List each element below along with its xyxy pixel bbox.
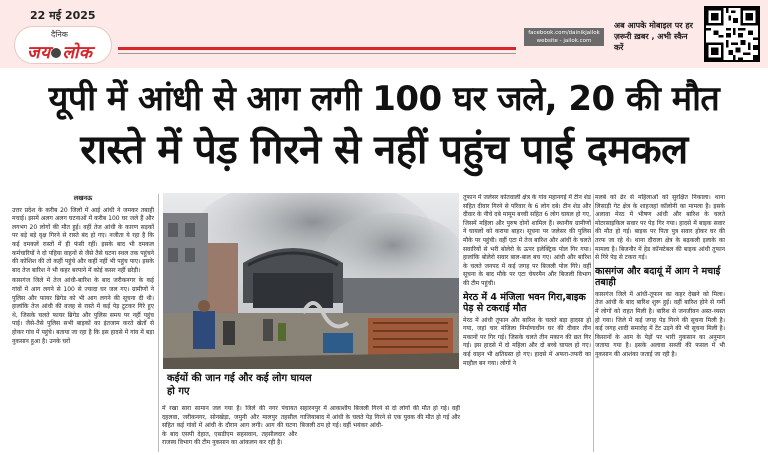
article-column-below-photo-1 (162, 405, 297, 453)
newspaper-logo (14, 26, 112, 64)
social-links-box (524, 28, 604, 46)
section-subhead-kasganj: कासगंज और बदायूं में आग ने मचाई तबाही (595, 265, 721, 288)
article-paragraph: में रखा सारा सामान जल गया है। जिले की नगर पंचायत दहलवा, जरीकनगर, सोनखेड़ा, जमुनी और मालपुर तहसील सहित कई गांवों में आंधी के दौरान आग लगी। आग की घटना के बाद एसपी देहात, एसडीएम सहसवान, तहसीलदार और राजस्व विभाग की टीम नुकसान का आंकलन कर रही है। (162, 405, 297, 447)
logo-right-word: लोक (62, 43, 93, 63)
logo-left-word: जय (27, 43, 51, 63)
article-paragraph: कासगंज जिले में तेज आंधी-बारिश के बाद जरीकनगर के कई गांवों में आग लगने से 100 से ज्यादा घर जल गए। ग्रामीणों ने पुलिस और फायर ब्रिगेड को भी आग लगने की सूचना दी थी। हालांकि तेज आंधी की वजह से रास्ते में कई पेड़ टूटकर गिरे हुए थे, जिसके चलते फायर ब्रिगेड और पुलिस समय पर नहीं पहुंच पाई। जैसे-तैसे पुलिस सभी बाइकों का इंतजाम करते खेतों से होकर गांव में पहुंचे। बताया जा रहा है कि इस हादसे में गांव में बड़ा नुकसान हुआ है। उनके घरों (12, 277, 154, 345)
globe-icon (51, 48, 61, 58)
issue-date: 22 मई 2025 (30, 9, 96, 22)
column-divider (593, 194, 594, 452)
masthead-red-rule (118, 47, 516, 50)
article-column-3 (595, 194, 725, 452)
masthead (0, 0, 768, 68)
article-paragraph: तूफान में जलेसर कोतवाली क्षेत्र के गांव महानगई में टीन शेड सहित दीवार गिरने से परिवार के 6 लोग दबे। टीन शेड और दीवार के नीचे दबे मामूम बच्ची सहित 6 लोग घायल हो गए, जिसमें महिला और पुरुष दोनों शामिल हैं। स्थानीय ग्रामीणों ने घायलों को कराया बाहर। सूचना पर जलेसर की पुलिस मौके पर पहुंची। वहीं एटा में तेज बारिश और आंधी के चलते सवारियों से भरी बोलेरो के ऊपर इलेक्ट्रिक पोल गिर गया। हालांकि बोलेरो सवार बाल-बाल बच गए। आंधी और बारिश के चलते जनपद में कई जगह पर बिजली पोल गिरे। वहीं सूचना के बाद मौके पर एटा चेयरमैन और बिजली विभाग की टीम पहुंची। (463, 194, 591, 287)
article-paragraph: उत्तर प्रदेश के करीब 20 जिलों में आई आंधी ने जमकर तबाही मचाई। इसमें अलग अलग घटनाओं में करीब 100 घर जले हैं और लगभग 20 लोगों की मौत हुई। वहीं तेज आंधी के कारण सड़कों पर बड़े बड़े वृक्ष गिरने से रास्ते बंद हो गए। नजीता ये रहा है कि कई दमकलें रास्तों में ही फंसी रहीं। इसके बाद भी दमकल कर्मचारियों ने दो पहिया वाहनों से जैसे तैसे घटना स्थल तक पहुंचने की कोशिश की तो कहीं पहुंचे और कहीं नहीं भी पहुंच पाए। इसके बाद तेज बारिश ने भी कहर बरपाने में कोई कसर नहीं छोड़ी। (12, 206, 154, 274)
article-paragraph: मलबे को ढेर से महिलाओं को सुरक्षित निकाला। थाना लिसाड़ी गेट क्षेत्र के शाहजहां कॉलोनी का मामला है। इसके अलावा मेरठ में भीषण आंधी और बारिश के चलते मोटरसाइकिल सवार पर पेड़ गिर गया। हादसे में बाइक सवार की मौत हो गई। बाइक पर पिता पुत्र सवार होकर घर की तरफ जा रहे थे। थाना दौराला क्षेत्र के बढ़कली इलाके का मामला है। बिजनौर में हेड कॉन्स्टेबल की बाइक आंधी तूफान से गिरे पेड़ से टकरा गई। (595, 194, 725, 262)
tagline-line-2: ज़रूरी ख़बर , अभी स्कैन करें (614, 32, 688, 52)
website-link[interactable]: website - jailok.com (536, 38, 592, 44)
article-paragraph: मेरठ में आंधी तूफान और बारिश के चलते बड़ा हादसा हो गया, जहां चार मंजिला निर्माणाधीन घर की दीवार तीन मकानों पर गिर गई। जिसके चलते तीन मकान की छत गिर गई। इस हादसे में दो महिला और दो बच्चे घायल हो गए। कई वाहन भी क्षतिग्रस्त हो गए। हादसे में अफरा-तफरी का माहौल बन गया। लोगों ने (463, 316, 591, 367)
article-column-2 (463, 194, 591, 452)
photo-caption: कईयों की जान गई और कई लोग घायल हो गए (163, 369, 323, 405)
article-paragraph: सहारनपुर में आकाशीय बिजली गिरने से दो लोगों की मौत हो गई। वहीं गाजियाबाद में आंधी के चलते पेड़ गिरने से एक युवक की मौत हो गई और बिजली ठप हो गई। वहीं भयंकर आंधी- (300, 405, 460, 430)
main-headline: यूपी में आंधी से आग लगी 100 घर जले, 20 की मौत (48, 79, 720, 119)
main-subheadline: रास्ते में पेड़ गिरने से नहीं पहुंच पाई दमकल (80, 127, 688, 173)
qr-code-icon[interactable] (704, 6, 760, 62)
logo-small-text: दैनिक (51, 30, 68, 39)
section-subhead-meerut: मेरठ में 4 मंजिला भवन गिरा,बाइक पेड़ से टकराई मौत (463, 291, 586, 314)
facebook-link[interactable]: facebook.com/dainikjailok (528, 30, 600, 36)
byline: लखनऊ (73, 194, 93, 202)
logo-wordmark (27, 40, 92, 63)
article-paragraph: कासगंज जिले में आंधी-तूफान का कहर देखने को मिला। तेज आंधी के बाद बारिश शुरू हुई। वहीं बारिश होने से गर्मी में लोगों को राहत मिली है। बारिश से जनजीवन अस्त-व्यस्त हो गया। जिले में कई जगह पेड़ गिरने की सूचना मिली है। कई जगह शादी समारोह में टेंट उड़ने की भी सूचना मिली है। किसानों के आम के पेड़ों पर भारी नुकसान का अनुमान जताया गया है। इसके अलावा सब्जी की फसल में भी नुकसान की आशंका जताई जा रही है। (595, 290, 725, 358)
article-column-1 (12, 194, 154, 452)
fire-scene-photo (163, 193, 459, 369)
tagline-line-1: अब आपके मोबाइल पर हर (614, 21, 693, 30)
scan-tagline (614, 20, 698, 53)
column-divider (158, 194, 159, 452)
article-column-below-photo-2 (300, 405, 460, 453)
masthead-grey-rule (118, 53, 516, 54)
